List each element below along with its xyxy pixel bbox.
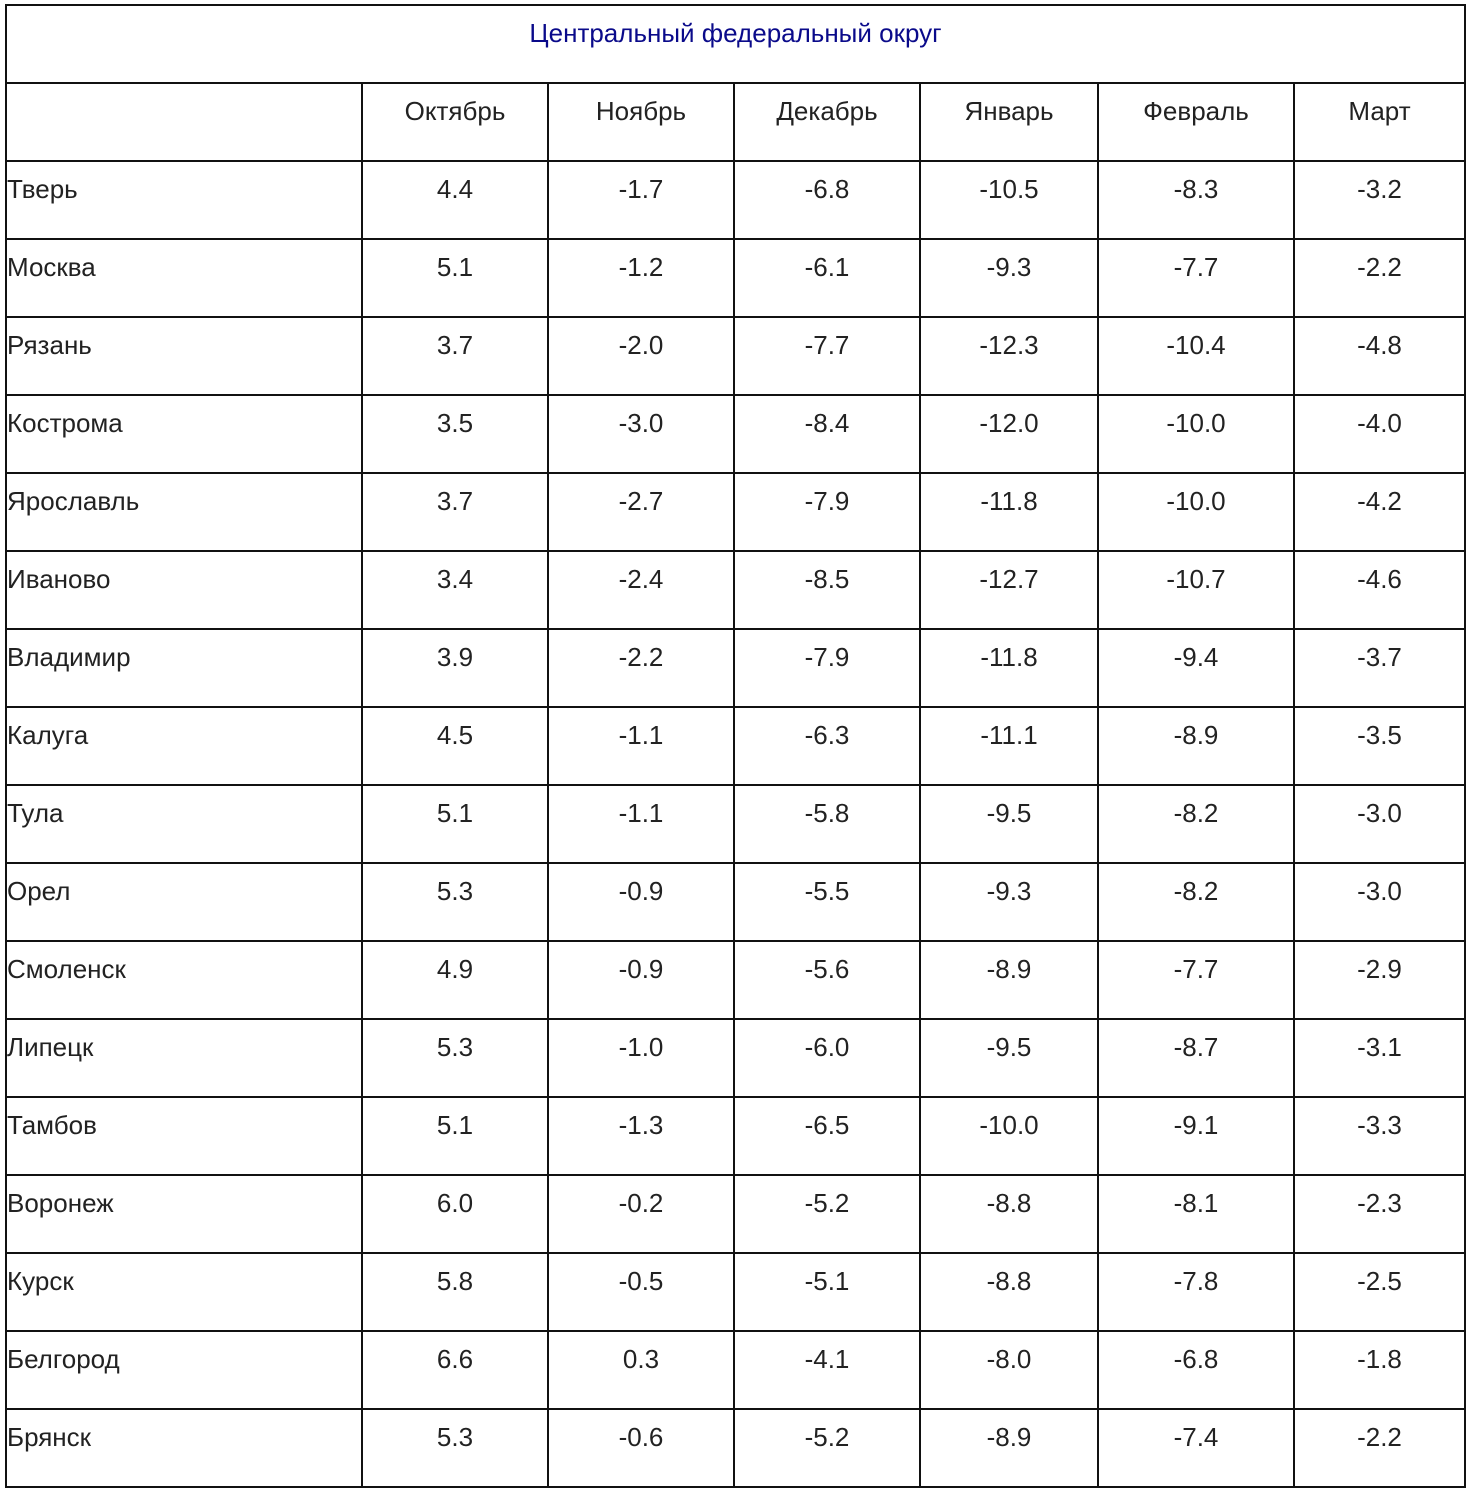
temperature-cell: -8.7	[1098, 1019, 1294, 1097]
climate-table	[5, 4, 1466, 1488]
temperature-cell: -4.1	[734, 1331, 920, 1409]
temperature-cell: 6.0	[362, 1175, 548, 1253]
temperature-cell: 3.4	[362, 551, 548, 629]
temperature-cell: -7.8	[1098, 1253, 1294, 1331]
table-row	[6, 1331, 1465, 1409]
city-cell: Тамбов	[6, 1097, 362, 1175]
table-row	[6, 395, 1465, 473]
temperature-cell: -1.1	[548, 707, 734, 785]
title-row	[6, 5, 1465, 83]
temperature-cell: 5.1	[362, 239, 548, 317]
temperature-cell: -10.4	[1098, 317, 1294, 395]
temperature-cell: -8.1	[1098, 1175, 1294, 1253]
temperature-cell: -10.0	[1098, 395, 1294, 473]
temperature-cell: -11.8	[920, 629, 1098, 707]
temperature-cell: -12.7	[920, 551, 1098, 629]
temperature-cell: -2.5	[1294, 1253, 1465, 1331]
temperature-cell: -0.6	[548, 1409, 734, 1487]
header-month: Ноябрь	[548, 83, 734, 161]
temperature-cell: -8.9	[920, 1409, 1098, 1487]
temperature-cell: -0.9	[548, 863, 734, 941]
table-row	[6, 317, 1465, 395]
temperature-cell: -3.7	[1294, 629, 1465, 707]
temperature-cell: 0.3	[548, 1331, 734, 1409]
temperature-cell: 3.7	[362, 317, 548, 395]
temperature-cell: -8.2	[1098, 785, 1294, 863]
temperature-cell: -9.5	[920, 1019, 1098, 1097]
temperature-cell: -3.0	[548, 395, 734, 473]
city-cell: Тула	[6, 785, 362, 863]
temperature-cell: -10.5	[920, 161, 1098, 239]
temperature-cell: -8.5	[734, 551, 920, 629]
temperature-cell: -6.1	[734, 239, 920, 317]
temperature-cell: -7.7	[1098, 239, 1294, 317]
temperature-cell: -9.4	[1098, 629, 1294, 707]
temperature-cell: -6.5	[734, 1097, 920, 1175]
temperature-cell: -2.9	[1294, 941, 1465, 1019]
temperature-cell: -2.2	[1294, 239, 1465, 317]
header-row	[6, 83, 1465, 161]
temperature-cell: 5.1	[362, 785, 548, 863]
temperature-cell: -4.2	[1294, 473, 1465, 551]
temperature-cell: -2.2	[548, 629, 734, 707]
temperature-cell: -3.5	[1294, 707, 1465, 785]
temperature-cell: -9.5	[920, 785, 1098, 863]
temperature-cell: -1.3	[548, 1097, 734, 1175]
temperature-cell: -6.3	[734, 707, 920, 785]
header-month: Январь	[920, 83, 1098, 161]
temperature-cell: -1.1	[548, 785, 734, 863]
table-row	[6, 707, 1465, 785]
temperature-cell: -12.3	[920, 317, 1098, 395]
city-cell: Рязань	[6, 317, 362, 395]
temperature-cell: -10.0	[1098, 473, 1294, 551]
temperature-cell: -7.9	[734, 629, 920, 707]
temperature-cell: -2.3	[1294, 1175, 1465, 1253]
temperature-cell: -3.0	[1294, 863, 1465, 941]
temperature-cell: 5.8	[362, 1253, 548, 1331]
temperature-cell: -11.1	[920, 707, 1098, 785]
temperature-cell: -5.2	[734, 1409, 920, 1487]
temperature-cell: -4.6	[1294, 551, 1465, 629]
temperature-cell: 5.1	[362, 1097, 548, 1175]
temperature-cell: -3.3	[1294, 1097, 1465, 1175]
city-cell: Тверь	[6, 161, 362, 239]
temperature-cell: -1.0	[548, 1019, 734, 1097]
city-cell: Липецк	[6, 1019, 362, 1097]
temperature-cell: -2.0	[548, 317, 734, 395]
temperature-cell: -1.8	[1294, 1331, 1465, 1409]
temperature-cell: -9.1	[1098, 1097, 1294, 1175]
temperature-cell: -5.6	[734, 941, 920, 1019]
table-row	[6, 785, 1465, 863]
city-cell: Смоленск	[6, 941, 362, 1019]
table-row	[6, 1175, 1465, 1253]
city-cell: Курск	[6, 1253, 362, 1331]
temperature-cell: -8.8	[920, 1253, 1098, 1331]
table-title: Центральный федеральный округ	[6, 5, 1465, 83]
city-cell: Ярославль	[6, 473, 362, 551]
temperature-cell: -8.8	[920, 1175, 1098, 1253]
temperature-cell: -8.4	[734, 395, 920, 473]
temperature-cell: -3.1	[1294, 1019, 1465, 1097]
temperature-cell: -3.0	[1294, 785, 1465, 863]
city-cell: Брянск	[6, 1409, 362, 1487]
temperature-cell: -4.8	[1294, 317, 1465, 395]
table-row	[6, 473, 1465, 551]
header-month: Февраль	[1098, 83, 1294, 161]
temperature-cell: -7.4	[1098, 1409, 1294, 1487]
city-cell: Москва	[6, 239, 362, 317]
header-corner-cell	[6, 83, 362, 161]
city-cell: Кострома	[6, 395, 362, 473]
table-row	[6, 941, 1465, 1019]
temperature-cell: -8.3	[1098, 161, 1294, 239]
temperature-cell: -5.8	[734, 785, 920, 863]
temperature-cell: -2.2	[1294, 1409, 1465, 1487]
table-row	[6, 1019, 1465, 1097]
temperature-cell: 5.3	[362, 1019, 548, 1097]
city-cell: Иваново	[6, 551, 362, 629]
city-cell: Калуга	[6, 707, 362, 785]
temperature-cell: 4.4	[362, 161, 548, 239]
temperature-cell: -0.5	[548, 1253, 734, 1331]
temperature-cell: -10.0	[920, 1097, 1098, 1175]
temperature-cell: -6.8	[734, 161, 920, 239]
temperature-cell: -1.2	[548, 239, 734, 317]
header-month: Декабрь	[734, 83, 920, 161]
temperature-cell: -8.9	[1098, 707, 1294, 785]
table-row	[6, 239, 1465, 317]
city-cell: Орел	[6, 863, 362, 941]
temperature-cell: -11.8	[920, 473, 1098, 551]
table-row	[6, 551, 1465, 629]
temperature-cell: 4.5	[362, 707, 548, 785]
city-cell: Владимир	[6, 629, 362, 707]
header-month: Октябрь	[362, 83, 548, 161]
temperature-cell: -9.3	[920, 863, 1098, 941]
temperature-cell: -7.9	[734, 473, 920, 551]
city-cell: Воронеж	[6, 1175, 362, 1253]
temperature-cell: -8.9	[920, 941, 1098, 1019]
table-row	[6, 863, 1465, 941]
temperature-cell: -7.7	[1098, 941, 1294, 1019]
temperature-cell: -10.7	[1098, 551, 1294, 629]
temperature-cell: -8.0	[920, 1331, 1098, 1409]
temperature-cell: -12.0	[920, 395, 1098, 473]
city-cell: Белгород	[6, 1331, 362, 1409]
temperature-cell: 3.7	[362, 473, 548, 551]
temperature-cell: 5.3	[362, 863, 548, 941]
temperature-cell: -6.8	[1098, 1331, 1294, 1409]
temperature-cell: 5.3	[362, 1409, 548, 1487]
temperature-cell: -5.5	[734, 863, 920, 941]
temperature-cell: -7.7	[734, 317, 920, 395]
table-row	[6, 1253, 1465, 1331]
temperature-cell: 3.5	[362, 395, 548, 473]
temperature-cell: -2.4	[548, 551, 734, 629]
temperature-cell: -2.7	[548, 473, 734, 551]
header-month: Март	[1294, 83, 1465, 161]
temperature-cell: -9.3	[920, 239, 1098, 317]
table-row	[6, 629, 1465, 707]
temperature-cell: -0.9	[548, 941, 734, 1019]
table-body	[6, 5, 1465, 1487]
temperature-cell: -8.2	[1098, 863, 1294, 941]
temperature-cell: 3.9	[362, 629, 548, 707]
temperature-cell: -5.2	[734, 1175, 920, 1253]
temperature-cell: 6.6	[362, 1331, 548, 1409]
table-row	[6, 1097, 1465, 1175]
temperature-cell: -5.1	[734, 1253, 920, 1331]
table-row	[6, 161, 1465, 239]
temperature-cell: -1.7	[548, 161, 734, 239]
table-row	[6, 1409, 1465, 1487]
temperature-cell: -3.2	[1294, 161, 1465, 239]
temperature-cell: 4.9	[362, 941, 548, 1019]
temperature-cell: -6.0	[734, 1019, 920, 1097]
temperature-cell: -0.2	[548, 1175, 734, 1253]
temperature-cell: -4.0	[1294, 395, 1465, 473]
